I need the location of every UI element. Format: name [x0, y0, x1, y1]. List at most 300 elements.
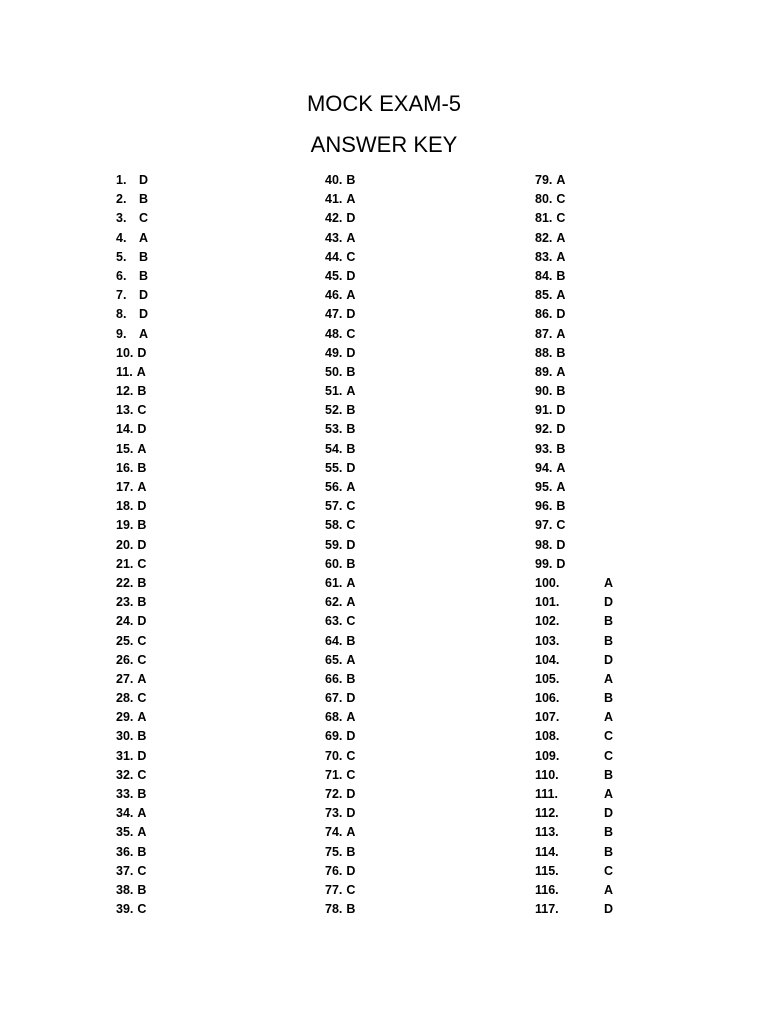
answer-row — [535, 823, 613, 842]
answer-letter: A — [604, 671, 614, 686]
question-number: 106. — [535, 691, 560, 706]
answer-row — [325, 574, 355, 593]
answer-letter: A — [604, 710, 614, 725]
answer-row — [116, 305, 148, 324]
question-number: 8. — [116, 307, 127, 322]
answer-row — [325, 344, 355, 363]
question-number: 43. — [325, 230, 343, 245]
answer-row — [535, 881, 613, 900]
answer-row — [116, 229, 148, 248]
question-number: 59. — [325, 537, 343, 552]
answer-letter: C — [139, 211, 149, 226]
answer-letter: C — [346, 499, 356, 514]
answer-letter: D — [139, 307, 149, 322]
answer-row — [325, 727, 355, 746]
question-number: 52. — [325, 403, 343, 418]
answer-letter: C — [137, 652, 147, 667]
question-number: 76. — [325, 863, 343, 878]
answer-row — [325, 363, 355, 382]
answer-letter: B — [604, 691, 614, 706]
answer-row — [116, 459, 148, 478]
question-number: 56. — [325, 480, 343, 494]
answer-row — [116, 516, 148, 535]
answer-letter: A — [556, 230, 566, 245]
answer-letter: A — [139, 230, 149, 245]
answer-row — [535, 401, 613, 420]
answer-row — [116, 900, 148, 919]
answer-row — [325, 843, 355, 862]
answer-row — [325, 823, 355, 842]
question-number: 94. — [535, 460, 553, 475]
answer-letter: D — [556, 556, 566, 571]
answer-letter: B — [137, 844, 147, 859]
answer-letter: C — [346, 748, 356, 763]
answer-row — [325, 267, 355, 286]
question-number: 34. — [116, 806, 134, 821]
answer-row — [535, 382, 613, 401]
answer-row — [116, 363, 148, 382]
question-number: 24. — [116, 614, 134, 629]
question-number: 17. — [116, 480, 134, 494]
answer-letter: A — [346, 288, 356, 303]
question-number: 114. — [535, 844, 559, 859]
answer-row — [325, 440, 355, 459]
answer-letter: B — [556, 499, 566, 514]
answer-row — [116, 286, 148, 305]
answer-row — [116, 804, 148, 823]
answer-letter: C — [604, 863, 614, 878]
question-number: 101. — [535, 595, 560, 610]
answer-letter: C — [137, 691, 147, 706]
answer-letter: A — [604, 575, 614, 590]
answer-letter: D — [139, 288, 149, 303]
answer-letter: A — [137, 671, 147, 686]
answer-letter: A — [137, 825, 147, 840]
answer-row — [535, 478, 613, 497]
answer-letter: C — [556, 192, 566, 207]
question-number: 115. — [535, 863, 559, 878]
question-number: 89. — [535, 364, 553, 379]
answer-letter: B — [137, 575, 147, 590]
question-number: 69. — [325, 729, 343, 744]
question-number: 21. — [116, 556, 134, 571]
page-subtitle: ANSWER KEY — [310, 132, 458, 157]
answer-row — [116, 593, 148, 612]
answer-letter: B — [139, 249, 149, 264]
question-number: 105. — [535, 671, 560, 686]
question-number: 100. — [535, 575, 560, 590]
question-number: 60. — [325, 556, 343, 571]
answer-row — [116, 209, 148, 228]
question-number: 31. — [116, 748, 134, 763]
answer-letter: D — [346, 537, 356, 552]
question-number: 80. — [535, 192, 553, 207]
answer-letter: B — [346, 173, 356, 187]
answer-letter: A — [604, 787, 614, 801]
answer-row — [116, 708, 148, 727]
question-number: 86. — [535, 307, 553, 322]
answer-letter: A — [137, 441, 147, 456]
question-number: 54. — [325, 441, 343, 456]
answer-row — [325, 305, 355, 324]
answer-letter: D — [346, 863, 356, 878]
answer-letter: D — [556, 403, 566, 418]
answer-letter: A — [346, 652, 356, 667]
answer-letter: D — [137, 499, 147, 514]
answer-letter: B — [137, 518, 147, 533]
answer-letter: C — [346, 767, 356, 782]
answer-row — [325, 612, 355, 631]
answer-row — [325, 593, 355, 612]
answer-row — [116, 766, 148, 785]
answer-row — [116, 325, 148, 344]
answer-row — [116, 670, 148, 689]
answer-letter: D — [556, 537, 566, 552]
answer-row — [116, 612, 148, 631]
answer-row — [325, 862, 355, 881]
question-number: 33. — [116, 787, 134, 801]
question-number: 117. — [535, 902, 559, 917]
question-number: 15. — [116, 441, 134, 456]
answer-row — [535, 516, 613, 535]
question-number: 83. — [535, 249, 553, 264]
answer-letter: A — [604, 882, 614, 897]
answer-row — [325, 881, 355, 900]
answer-letter: D — [346, 460, 356, 475]
answer-letter: A — [346, 384, 356, 399]
question-number: 10. — [116, 345, 134, 360]
question-number: 49. — [325, 345, 343, 360]
answer-letter: B — [137, 787, 147, 801]
question-number: 55. — [325, 460, 343, 475]
question-number: 68. — [325, 710, 343, 725]
question-number: 50. — [325, 364, 343, 379]
answer-letter: D — [346, 345, 356, 360]
answer-row — [535, 900, 613, 919]
question-number: 12. — [116, 384, 134, 399]
answer-letter: B — [346, 441, 356, 456]
answer-row — [116, 171, 148, 190]
answer-row — [116, 440, 148, 459]
answer-letter: A — [556, 249, 566, 264]
answer-row — [535, 459, 613, 478]
answer-letter: C — [556, 518, 566, 533]
answer-row — [535, 747, 613, 766]
answer-letter: B — [604, 844, 614, 859]
answer-row — [325, 459, 355, 478]
question-number: 111. — [535, 787, 558, 801]
question-number: 28. — [116, 691, 134, 706]
answer-row — [325, 708, 355, 727]
answer-row — [325, 747, 355, 766]
question-number: 103. — [535, 633, 560, 648]
answer-row — [116, 190, 148, 209]
question-number: 2. — [116, 192, 127, 207]
answer-row — [535, 708, 613, 727]
question-number: 78. — [325, 902, 343, 917]
answer-row — [535, 727, 613, 746]
answer-letter: C — [346, 614, 356, 629]
question-number: 35. — [116, 825, 134, 840]
answer-row — [325, 804, 355, 823]
question-number: 72. — [325, 787, 343, 801]
question-number: 19. — [116, 518, 134, 533]
question-number: 112. — [535, 806, 559, 821]
question-number: 79. — [535, 173, 553, 187]
answer-letter: B — [604, 633, 614, 648]
answer-row — [325, 689, 355, 708]
answer-letter: C — [346, 518, 356, 533]
question-number: 62. — [325, 595, 343, 610]
answer-row — [535, 804, 613, 823]
question-number: 90. — [535, 384, 553, 399]
answer-letter: D — [137, 537, 147, 552]
question-number: 47. — [325, 307, 343, 322]
answer-row — [116, 632, 148, 651]
answer-row — [116, 420, 148, 439]
question-number: 36. — [116, 844, 134, 859]
answer-letter: B — [556, 345, 566, 360]
answer-row — [535, 670, 613, 689]
answer-letter: A — [346, 595, 356, 610]
question-number: 61. — [325, 575, 343, 590]
answer-letter: B — [346, 556, 356, 571]
answer-column-3 — [535, 171, 613, 919]
answer-letter: B — [556, 384, 566, 399]
answer-letter: A — [136, 364, 146, 379]
question-number: 96. — [535, 499, 553, 514]
question-number: 53. — [325, 422, 343, 437]
question-number: 66. — [325, 671, 343, 686]
page-title: MOCK EXAM-5 — [306, 91, 462, 116]
answer-row — [325, 209, 355, 228]
answer-letter: A — [346, 575, 356, 590]
question-number: 95. — [535, 480, 553, 494]
answer-letter: D — [604, 595, 614, 610]
answer-row — [116, 497, 148, 516]
answer-letter: D — [137, 422, 147, 437]
answer-row — [325, 555, 355, 574]
answer-row — [325, 171, 355, 190]
question-number: 45. — [325, 268, 343, 283]
answer-letter: C — [346, 326, 356, 341]
question-number: 97. — [535, 518, 553, 533]
question-number: 13. — [116, 403, 134, 418]
answer-letter: D — [346, 268, 356, 283]
answer-letter: B — [604, 614, 614, 629]
answer-letter: D — [604, 652, 614, 667]
answer-letter: C — [556, 211, 566, 226]
question-number: 67. — [325, 691, 343, 706]
question-number: 20. — [116, 537, 134, 552]
question-number: 40. — [325, 173, 343, 187]
answer-row — [325, 229, 355, 248]
question-number: 113. — [535, 825, 559, 840]
answer-letter: B — [604, 825, 614, 840]
question-number: 39. — [116, 902, 134, 917]
answer-letter: C — [604, 729, 614, 744]
answer-letter: C — [137, 863, 147, 878]
answer-row — [535, 248, 613, 267]
question-number: 102. — [535, 614, 560, 629]
answer-row — [535, 440, 613, 459]
answer-row — [325, 516, 355, 535]
answer-row — [535, 862, 613, 881]
answer-row — [325, 651, 355, 670]
answer-row — [535, 497, 613, 516]
question-number: 1. — [116, 173, 127, 187]
question-number: 44. — [325, 249, 343, 264]
answer-row — [325, 286, 355, 305]
answer-letter: A — [556, 326, 566, 341]
question-number: 63. — [325, 614, 343, 629]
question-number: 93. — [535, 441, 553, 456]
question-number: 99. — [535, 556, 553, 571]
answer-letter: A — [346, 480, 356, 494]
answer-row — [325, 325, 355, 344]
answer-letter: D — [137, 345, 147, 360]
question-number: 38. — [116, 882, 134, 897]
question-number: 32. — [116, 767, 134, 782]
answer-letter: D — [604, 902, 614, 917]
question-number: 98. — [535, 537, 553, 552]
question-number: 85. — [535, 288, 553, 303]
question-number: 109. — [535, 748, 560, 763]
question-number: 58. — [325, 518, 343, 533]
answer-row — [325, 900, 355, 919]
question-number: 29. — [116, 710, 134, 725]
answer-row — [535, 632, 613, 651]
answer-letter: D — [346, 691, 356, 706]
answer-row — [535, 190, 613, 209]
answer-row — [116, 267, 148, 286]
question-number: 30. — [116, 729, 134, 744]
answer-row — [116, 862, 148, 881]
question-number: 6. — [116, 268, 127, 283]
answer-row — [535, 363, 613, 382]
answer-row — [535, 612, 613, 631]
answer-letter: C — [137, 403, 147, 418]
answer-row — [325, 632, 355, 651]
answer-letter: B — [346, 403, 356, 418]
answer-row — [325, 670, 355, 689]
answer-letter: B — [346, 364, 356, 379]
answer-row — [325, 382, 355, 401]
answer-letter: D — [346, 806, 356, 821]
question-number: 42. — [325, 211, 343, 226]
question-number: 110. — [535, 767, 559, 782]
question-number: 77. — [325, 882, 343, 897]
question-number: 71. — [325, 767, 343, 782]
answer-letter: B — [137, 595, 147, 610]
question-number: 107. — [535, 710, 560, 725]
question-number: 14. — [116, 422, 134, 437]
question-number: 70. — [325, 748, 343, 763]
answer-row — [535, 209, 613, 228]
question-number: 25. — [116, 633, 134, 648]
answer-row — [325, 190, 355, 209]
question-number: 92. — [535, 422, 553, 437]
answer-letter: D — [346, 211, 356, 226]
answer-row — [116, 401, 148, 420]
answer-letter: A — [346, 710, 356, 725]
answer-row — [325, 785, 355, 804]
question-number: 84. — [535, 268, 553, 283]
answer-letter: A — [137, 806, 147, 821]
question-number: 57. — [325, 499, 343, 514]
answer-row — [116, 382, 148, 401]
answer-row — [535, 555, 613, 574]
answer-row — [325, 420, 355, 439]
question-number: 51. — [325, 384, 343, 399]
answer-row — [535, 689, 613, 708]
question-number: 104. — [535, 652, 560, 667]
question-number: 11. — [116, 364, 133, 379]
answer-row — [535, 843, 613, 862]
question-number: 87. — [535, 326, 553, 341]
answer-letter: A — [346, 192, 356, 207]
answer-letter: A — [556, 460, 566, 475]
answer-row — [535, 229, 613, 248]
answer-letter: C — [137, 902, 147, 917]
question-number: 75. — [325, 844, 343, 859]
answer-row — [325, 536, 355, 555]
question-number: 27. — [116, 671, 134, 686]
answer-letter: D — [346, 729, 356, 744]
answer-letter: A — [346, 230, 356, 245]
answer-row — [116, 344, 148, 363]
answer-row — [116, 823, 148, 842]
answer-letter: A — [556, 364, 566, 379]
question-number: 7. — [116, 288, 127, 303]
question-number: 81. — [535, 211, 553, 226]
answer-letter: D — [137, 748, 147, 763]
answer-letter: A — [137, 480, 147, 494]
answer-row — [116, 881, 148, 900]
answer-letter: A — [346, 825, 356, 840]
answer-letter: D — [346, 787, 356, 801]
question-number: 4. — [116, 230, 127, 245]
answer-letter: C — [137, 767, 147, 782]
question-number: 116. — [535, 882, 559, 897]
question-number: 91. — [535, 403, 553, 418]
question-number: 74. — [325, 825, 343, 840]
question-number: 37. — [116, 863, 134, 878]
answer-letter: C — [137, 556, 147, 571]
answer-letter: D — [556, 307, 566, 322]
answer-row — [535, 325, 613, 344]
answer-row — [535, 286, 613, 305]
answer-row — [535, 420, 613, 439]
answer-row — [116, 747, 148, 766]
answer-letter: C — [137, 633, 147, 648]
answer-row — [116, 536, 148, 555]
question-number: 16. — [116, 460, 134, 475]
answer-row — [116, 785, 148, 804]
question-number: 48. — [325, 326, 343, 341]
answer-letter: B — [346, 633, 356, 648]
question-number: 23. — [116, 595, 134, 610]
answer-row — [116, 248, 148, 267]
answer-column-2 — [325, 171, 355, 919]
answer-letter: B — [556, 268, 566, 283]
question-number: 64. — [325, 633, 343, 648]
answer-row — [116, 555, 148, 574]
answer-letter: B — [604, 767, 614, 782]
answer-row — [325, 248, 355, 267]
answer-letter: D — [139, 173, 149, 187]
answer-letter: B — [346, 671, 356, 686]
